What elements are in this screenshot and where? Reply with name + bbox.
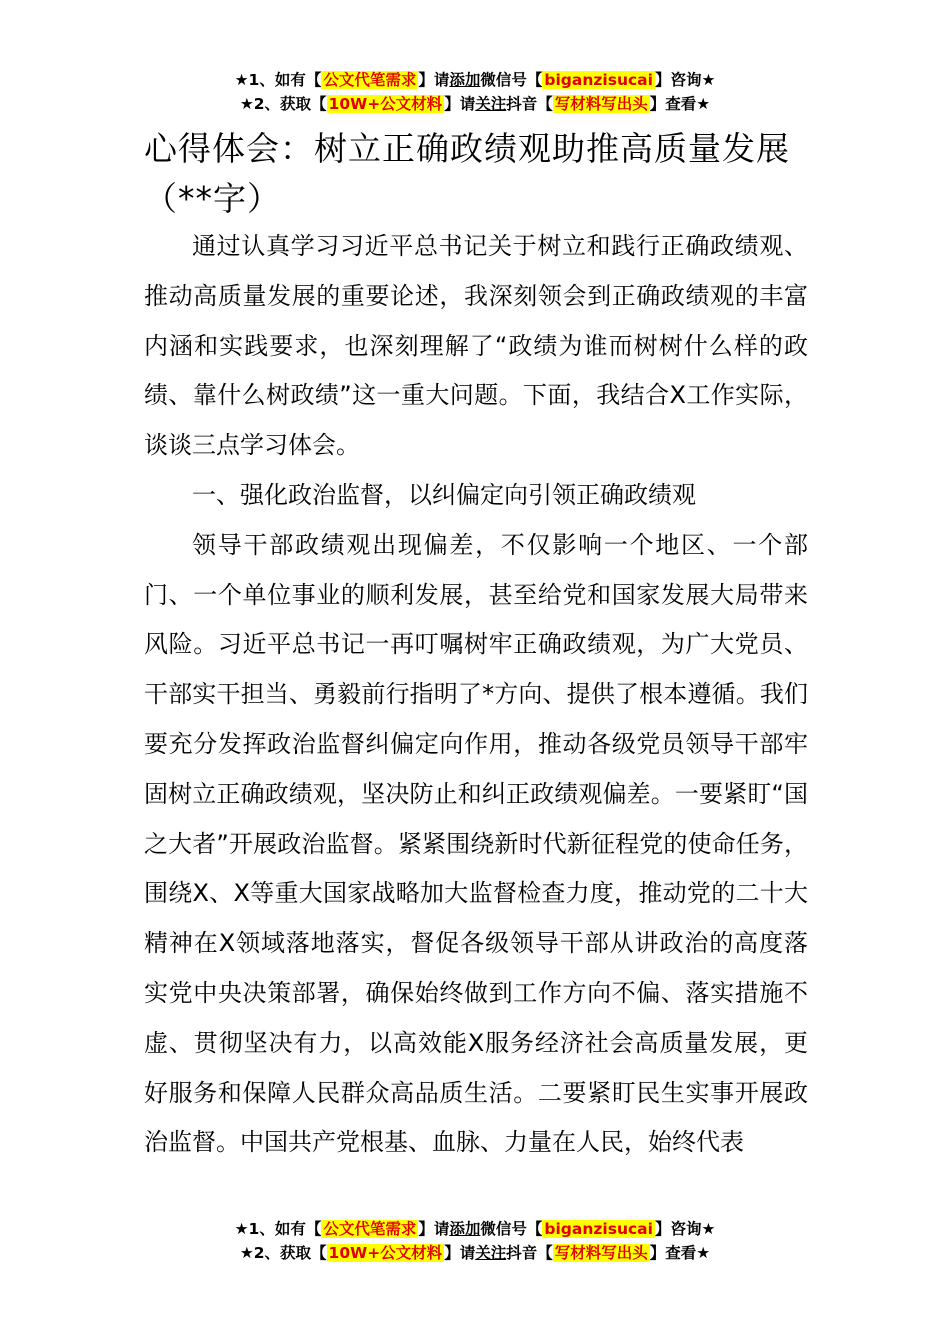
promo-highlight: 10W+公文材料 <box>328 95 443 113</box>
promo-highlight: 公文代笔需求 <box>323 71 417 89</box>
promo-highlight: 10W+公文材料 <box>328 1244 443 1262</box>
section-heading-1: 一、强化政治监督，以纠偏定向引领正确政绩观 <box>192 480 696 509</box>
intro-paragraph: 通过认真学习习近平总书记关于树立和践行正确政绩观、推动高质量发展的重要论述，我深刻领会到正确政绩观的丰富内涵和实践要求，也深刻理解了“政绩为谁而树树什么样的政绩、靠什么树政绩”这一重大问题。下面，我结合X工作实际，谈谈三点学习体会。 <box>144 232 808 460</box>
promo-line-1: ★1、如有【 公文代笔需求 】请添加微信号【 biganzisucai 】咨询★ <box>234 71 716 89</box>
promo-line-2-footer: ★2、获取【 10W+公文材料 】请关注抖音【 写材料写出头 】查看★ <box>239 1244 711 1262</box>
document-title: 心得体会：树立正确政绩观助推高质量发展（**字） <box>144 129 790 218</box>
promo-line-2: ★2、获取【 10W+公文材料 】请关注抖音【 写材料写出头 】查看★ <box>239 95 711 113</box>
promo-highlight: 公文代笔需求 <box>323 1220 417 1238</box>
promo-line-1-footer: ★1、如有【 公文代笔需求 】请添加微信号【 biganzisucai 】咨询★ <box>234 1220 716 1238</box>
document-body <box>144 222 808 1168</box>
promo-douyin-name: 写材料写出头 <box>554 1244 648 1262</box>
promo-wechat-id: biganzisucai <box>544 1220 653 1238</box>
promo-douyin-name: 写材料写出头 <box>554 95 648 113</box>
section-1-paragraph: 领导干部政绩观出现偏差，不仅影响一个地区、一个部门、一个单位事业的顺利发展，甚至给党和国家发展大局带来风险。习近平总书记一再叮嘱树牢正确政绩观，为广大党员、干部实干担当、勇毅前行指明了*方向、提供了根本遵循。我们要充分发挥政治监督纠偏定向作用，推动各级党员领导干部牢固树立正确政绩观，坚决防止和纠正政绩观偏差。一要紧盯“国之大者”开展政治监督。紧紧围绕新时代新征程党的使命任务，围绕X、X等重大国家战略加大监督检查力度，推动党的二十大精神在X领域落地落实，督促各级领导干部从讲政治的高度落实党中央决策部署，确保始终做到工作方向不偏、落实措施不虚、贯彻坚决有力，以高效能X服务经济社会高质量发展，更好服务和保障人民群众高品质生活。二要紧盯民生实事开展政治监督。中国共产党根基、血脉、力量在人民，始终代表 <box>144 530 808 1157</box>
promo-wechat-id: biganzisucai <box>544 71 653 89</box>
